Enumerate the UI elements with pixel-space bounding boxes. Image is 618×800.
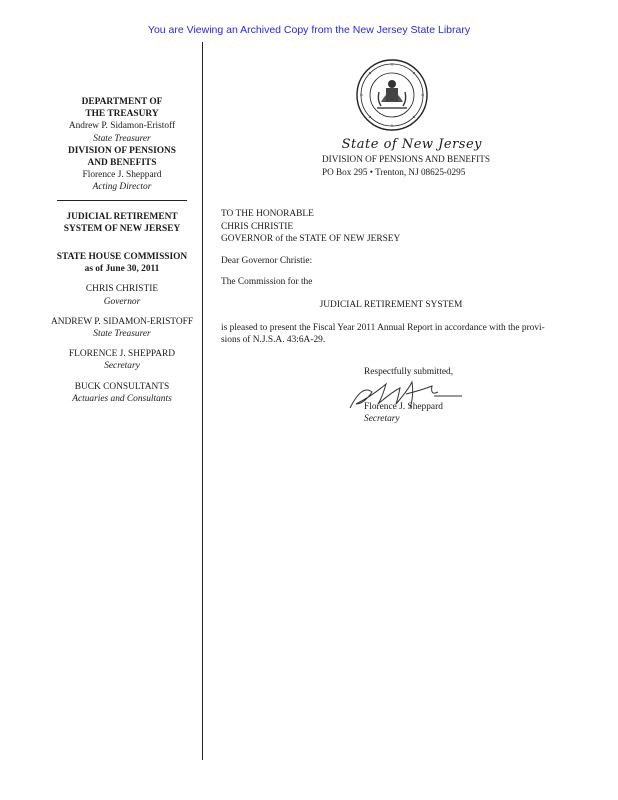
signer-title: Secretary [364, 414, 400, 425]
commission-line-2: as of June 30, 2011 [84, 264, 160, 275]
treasurer-name: Andrew P. Sidamon-Eristoff [68, 121, 176, 132]
letter-body [221, 208, 561, 347]
system-name: JUDICIAL RETIREMENT SYSTEM [319, 299, 463, 310]
commission-line-1: STATE HOUSE COMMISSION [56, 252, 188, 263]
sidebar [50, 96, 194, 405]
signer-name: Florence J. Sheppard [364, 401, 443, 412]
signoff [364, 366, 524, 426]
sidebar-rule [57, 200, 187, 201]
director-name: Florence J. Sheppard [82, 170, 162, 181]
division-line-1: DIVISION OF PENSIONS [67, 145, 176, 156]
letterhead [322, 138, 522, 179]
member-name: BUCK CONSULTANTS [74, 381, 170, 392]
vertical-divider [202, 42, 203, 760]
address: PO Box 295 • Trenton, NJ 08625-0295 [322, 167, 466, 177]
member-name: ANDREW P. SIDAMON-ERISTOFF [50, 316, 194, 327]
member-name: FLORENCE J. SHEPPARD [68, 349, 176, 360]
salutation: Dear Governor Christie: [221, 255, 313, 266]
director-title: Acting Director [92, 182, 152, 193]
division-line-2: AND BENEFITS [87, 158, 157, 169]
member-role: Actuaries and Consultants [72, 393, 172, 404]
body-text: is pleased to present the Fiscal Year 2011 Annual Report in accordance with the provi-sions of N.J.S.A. 43:6A-29. [221, 322, 545, 346]
system-line-1: JUDICIAL RETIREMENT [66, 211, 178, 222]
state-name: State of New Jersey [341, 137, 482, 152]
treasurer-title: State Treasurer [93, 133, 151, 144]
dept-line-1: DEPARTMENT OF [81, 97, 163, 107]
system-line-2: SYSTEM OF NEW JERSEY [63, 223, 181, 234]
division-name: DIVISION OF PENSIONS AND BENEFITS [322, 154, 490, 164]
archive-banner: You are Viewing an Archived Copy from the New Jersey State Library [147, 24, 471, 36]
member-name: CHRIS CHRISTIE [85, 284, 159, 295]
addressee-line: CHRIS CHRISTIE [221, 221, 294, 232]
member-role: Secretary [104, 361, 140, 372]
signature-icon [342, 374, 472, 414]
closing: Respectfully submitted, [364, 367, 454, 377]
intro: The Commission for the [221, 277, 313, 288]
state-seal-icon [355, 58, 429, 132]
dept-line-2: THE TREASURY [85, 109, 159, 120]
addressee-line: GOVERNOR of the STATE OF NEW JERSEY [221, 234, 401, 245]
addressee-line: TO THE HONORABLE [221, 209, 314, 219]
member-role: State Treasurer [93, 329, 151, 340]
member-role: Governor [103, 296, 141, 307]
